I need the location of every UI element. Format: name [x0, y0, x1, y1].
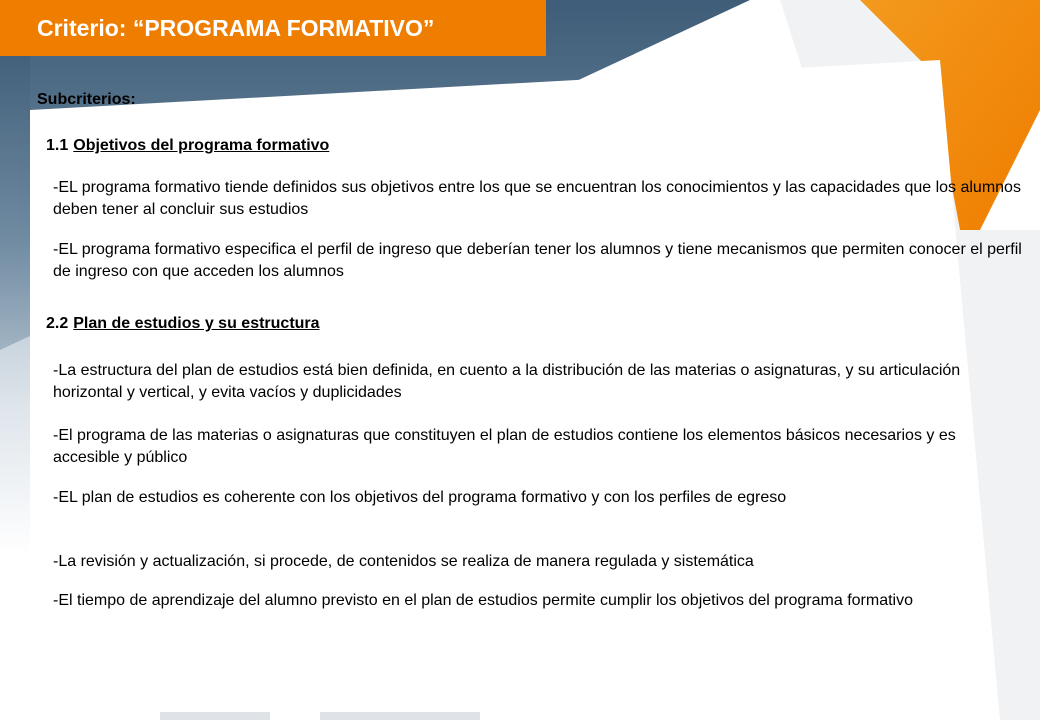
- section-heading: [46, 137, 329, 155]
- section-heading: [46, 315, 320, 333]
- section-number: 1.1: [46, 137, 69, 154]
- section-name: Plan de estudios y su estructura: [73, 315, 320, 332]
- section-name: Objetivos del programa formativo: [73, 137, 330, 154]
- criterion-item: -EL plan de estudios es coherente con los objetivos del programa formativo y con los perfiles de egreso: [53, 489, 787, 506]
- criterion-item: -El programa de las materias o asignaturas que constituyen el plan de estudios contiene los elementos básicos necesarios y es accesible y público: [53, 427, 956, 466]
- section-number: 2.2: [46, 315, 69, 332]
- subcriterios-label: Subcriterios:: [37, 91, 136, 108]
- criterion-item: -El tiempo de aprendizaje del alumno previsto en el plan de estudios permite cumplir los objetivos del programa formativo: [53, 592, 913, 609]
- criterion-item: -EL programa formativo tiende definidos sus objetivos entre los que se encuentran los conocimientos y las capacidades que los alumnos deben tener al concluir sus estudios: [53, 179, 1021, 218]
- criterion-item: -La revisión y actualización, si procede, de contenidos se realiza de manera regulada y sistemática: [53, 553, 754, 570]
- criterion-item: -La estructura del plan de estudios está bien definida, en cuento a la distribución de las materias o asignaturas, y su articulación horizontal y vertical, y evita vacíos y duplicidades: [53, 362, 961, 401]
- criterion-item: -EL programa formativo especifica el perfil de ingreso que deberían tener los alumnos y tiene mecanismos que permiten conocer el perfil de ingreso con que acceden los alumnos: [53, 241, 1022, 280]
- slide-title: Criterio: “PROGRAMA FORMATIVO”: [37, 15, 435, 41]
